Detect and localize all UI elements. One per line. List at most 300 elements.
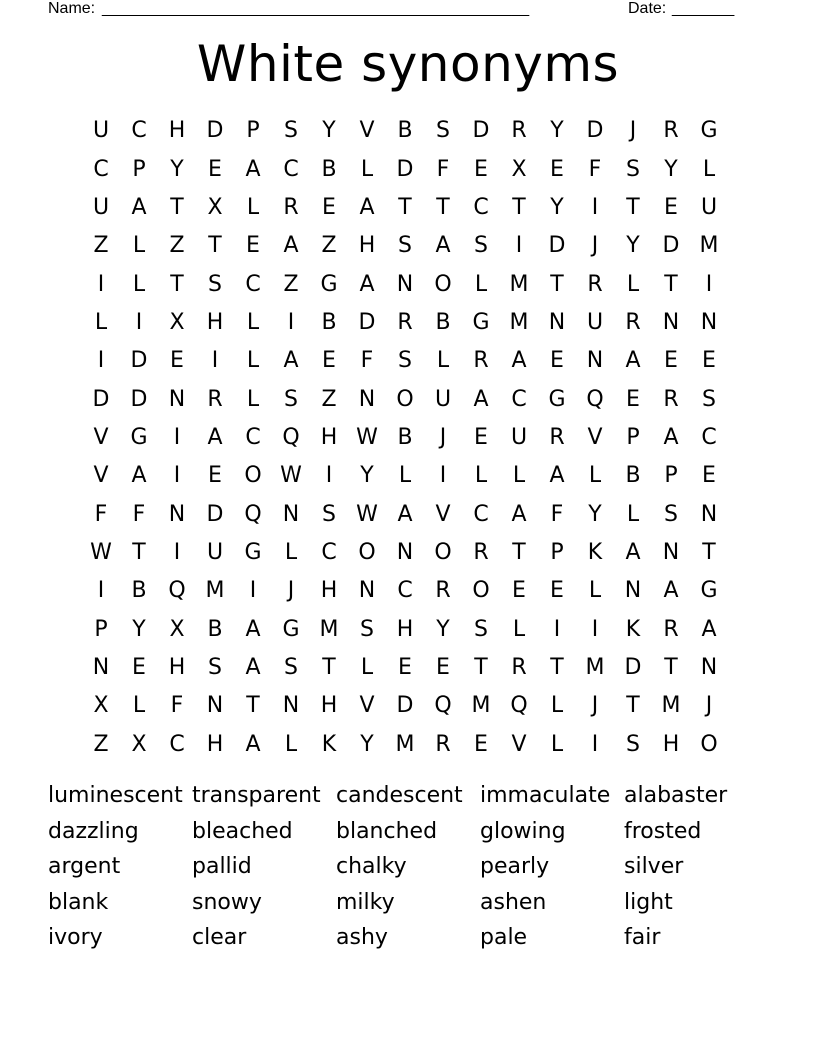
- grid-letter: U: [92, 194, 110, 220]
- grid-letter: L: [246, 309, 260, 335]
- grid-letter: E: [702, 348, 716, 374]
- page-title: White synonyms: [196, 35, 620, 93]
- grid-letter: D: [624, 654, 642, 680]
- grid-letter: D: [662, 233, 680, 259]
- word-item: clear: [192, 925, 247, 950]
- grid-letter: D: [92, 386, 110, 412]
- grid-letter: R: [435, 731, 451, 757]
- word-item: silver: [624, 854, 684, 879]
- word-bank: [48, 778, 768, 956]
- grid-letter: P: [550, 539, 564, 565]
- grid-letter: H: [396, 616, 414, 642]
- grid-letter: U: [434, 386, 452, 412]
- grid-letter: L: [246, 386, 260, 412]
- grid-letter: Z: [321, 386, 337, 412]
- grid-letter: F: [360, 348, 374, 374]
- grid-letter: E: [512, 578, 526, 604]
- grid-letter: I: [173, 539, 181, 565]
- grid-letter: R: [283, 194, 299, 220]
- grid-letter: T: [132, 539, 146, 565]
- grid-letter: N: [624, 578, 642, 604]
- grid-letter: T: [208, 233, 222, 259]
- grid-letter: A: [549, 463, 565, 489]
- grid-letter: R: [587, 271, 603, 297]
- grid-letter: A: [435, 233, 451, 259]
- grid-letter: T: [512, 194, 526, 220]
- grid-letter: P: [132, 156, 146, 182]
- grid-letter: H: [168, 118, 186, 144]
- grid-letter: T: [702, 539, 716, 565]
- grid-letter: L: [398, 463, 412, 489]
- grid-letter: V: [359, 693, 375, 719]
- grid-letter: D: [358, 309, 376, 335]
- grid-letter: E: [322, 348, 336, 374]
- grid-letter: I: [325, 463, 333, 489]
- grid-letter: H: [206, 731, 224, 757]
- grid-letter: A: [359, 271, 375, 297]
- grid-letter: Y: [664, 156, 678, 182]
- word-item: snowy: [192, 889, 262, 915]
- grid-letter: A: [283, 348, 299, 374]
- word-item: candescent: [336, 783, 463, 808]
- grid-letter: L: [132, 693, 146, 719]
- grid-letter: H: [662, 731, 680, 757]
- grid-letter: M: [205, 578, 225, 604]
- grid-letter: T: [626, 194, 640, 220]
- grid-letter: Z: [93, 731, 109, 757]
- grid-letter: L: [246, 194, 260, 220]
- grid-letter: V: [93, 424, 109, 450]
- grid-letter: A: [207, 424, 223, 450]
- grid-letter: T: [550, 654, 564, 680]
- grid-letter: M: [471, 693, 491, 719]
- grid-letter: L: [588, 578, 602, 604]
- grid-letter: X: [169, 616, 185, 642]
- grid-letter: S: [436, 118, 450, 144]
- grid-letter: C: [473, 501, 489, 527]
- grid-letter: A: [245, 731, 261, 757]
- grid-letter: X: [207, 194, 223, 220]
- grid-letter: T: [626, 693, 640, 719]
- grid-letter: R: [511, 118, 527, 144]
- grid-row: [82, 342, 728, 380]
- grid-letter: S: [398, 233, 412, 259]
- grid-row: [82, 726, 728, 764]
- word-item: argent: [48, 854, 121, 879]
- grid-letter: U: [700, 194, 718, 220]
- grid-letter: S: [474, 616, 488, 642]
- grid-letter: C: [245, 424, 261, 450]
- grid-letter: B: [131, 578, 147, 604]
- grid-letter: V: [587, 424, 603, 450]
- grid-letter: L: [512, 463, 526, 489]
- grid-letter: O: [358, 539, 376, 565]
- grid-row: [82, 610, 728, 648]
- grid-letter: N: [358, 578, 376, 604]
- word-item: ivory: [48, 925, 103, 950]
- word-item: dazzling: [48, 818, 139, 844]
- grid-letter: I: [97, 271, 105, 297]
- grid-letter: Y: [436, 616, 450, 642]
- grid-letter: D: [130, 348, 148, 374]
- grid-letter: C: [511, 386, 527, 412]
- grid-letter: U: [586, 309, 604, 335]
- grid-letter: E: [664, 348, 678, 374]
- grid-row: [82, 495, 728, 533]
- grid-letter: P: [94, 616, 108, 642]
- grid-letter: E: [398, 654, 412, 680]
- grid-letter: C: [473, 194, 489, 220]
- word-item: pallid: [192, 854, 252, 879]
- grid-letter: T: [170, 271, 184, 297]
- grid-letter: S: [284, 654, 298, 680]
- grid-letter: Z: [283, 271, 299, 297]
- grid-row: [82, 189, 728, 227]
- grid-row: [82, 572, 728, 610]
- word-item: luminescent: [48, 783, 183, 808]
- grid-letter: R: [625, 309, 641, 335]
- grid-letter: K: [625, 616, 641, 642]
- grid-letter: I: [173, 424, 181, 450]
- grid-letter: S: [208, 271, 222, 297]
- grid-letter: Q: [168, 578, 186, 604]
- grid-letter: E: [208, 156, 222, 182]
- grid-letter: R: [473, 539, 489, 565]
- grid-row: [82, 304, 728, 342]
- grid-letter: E: [474, 424, 488, 450]
- grid-letter: C: [169, 731, 185, 757]
- grid-letter: J: [287, 578, 295, 604]
- grid-letter: T: [246, 693, 260, 719]
- grid-letter: P: [664, 463, 678, 489]
- grid-letter: O: [434, 539, 452, 565]
- grid-letter: C: [93, 156, 109, 182]
- grid-letter: C: [701, 424, 717, 450]
- grid-letter: S: [360, 616, 374, 642]
- grid-letter: T: [512, 539, 526, 565]
- grid-letter: T: [664, 654, 678, 680]
- grid-letter: M: [509, 271, 529, 297]
- grid-row: [82, 687, 728, 725]
- grid-letter: E: [436, 654, 450, 680]
- grid-row: [82, 380, 728, 418]
- grid-letter: F: [94, 501, 108, 527]
- grid-letter: I: [439, 463, 447, 489]
- word-item: fair: [624, 925, 661, 950]
- grid-letter: B: [397, 118, 413, 144]
- grid-letter: L: [284, 731, 298, 757]
- grid-letter: T: [664, 271, 678, 297]
- grid-letter: M: [699, 233, 719, 259]
- grid-letter: W: [356, 424, 378, 450]
- grid-letter: A: [131, 463, 147, 489]
- grid-letter: R: [207, 386, 223, 412]
- word-item: light: [624, 889, 673, 915]
- word-item: chalky: [336, 854, 407, 879]
- grid-letter: R: [663, 386, 679, 412]
- grid-letter: D: [586, 118, 604, 144]
- grid-letter: E: [664, 194, 678, 220]
- grid-letter: L: [702, 156, 716, 182]
- word-item: milky: [336, 889, 395, 915]
- grid-letter: A: [283, 233, 299, 259]
- grid-letter: X: [169, 309, 185, 335]
- grid-letter: Q: [586, 386, 604, 412]
- grid-letter: H: [320, 424, 338, 450]
- grid-letter: M: [585, 654, 605, 680]
- grid-letter: I: [287, 309, 295, 335]
- grid-letter: H: [320, 578, 338, 604]
- grid-letter: G: [700, 578, 718, 604]
- grid-letter: S: [398, 348, 412, 374]
- grid-letter: T: [398, 194, 412, 220]
- grid-letter: G: [700, 118, 718, 144]
- grid-letter: N: [700, 501, 718, 527]
- grid-letter: A: [625, 348, 641, 374]
- grid-letter: A: [359, 194, 375, 220]
- grid-letter: D: [206, 118, 224, 144]
- grid-letter: M: [661, 693, 681, 719]
- grid-letter: L: [94, 309, 108, 335]
- grid-letter: Y: [360, 731, 374, 757]
- grid-letter: N: [662, 539, 680, 565]
- grid-letter: F: [550, 501, 564, 527]
- grid-letter: L: [132, 271, 146, 297]
- grid-letter: L: [246, 348, 260, 374]
- grid-letter: L: [474, 271, 488, 297]
- grid-letter: I: [97, 348, 105, 374]
- grid-letter: I: [173, 463, 181, 489]
- word-item: pale: [480, 925, 528, 950]
- grid-letter: T: [322, 654, 336, 680]
- grid-letter: N: [282, 501, 300, 527]
- grid-letter: A: [245, 654, 261, 680]
- grid-letter: E: [170, 348, 184, 374]
- grid-row: [82, 112, 728, 150]
- word-item: transparent: [192, 783, 321, 808]
- grid-letter: E: [132, 654, 146, 680]
- grid-letter: Y: [322, 118, 336, 144]
- grid-letter: Y: [626, 233, 640, 259]
- grid-letter: L: [550, 731, 564, 757]
- grid-letter: S: [702, 386, 716, 412]
- grid-letter: N: [700, 309, 718, 335]
- grid-letter: D: [130, 386, 148, 412]
- grid-letter: E: [474, 731, 488, 757]
- grid-letter: L: [550, 693, 564, 719]
- grid-letter: I: [591, 194, 599, 220]
- header: [48, 0, 748, 18]
- grid-letter: E: [550, 156, 564, 182]
- grid-letter: N: [168, 501, 186, 527]
- name-label: Name:: [48, 0, 96, 17]
- grid-letter: U: [206, 539, 224, 565]
- grid-letter: E: [246, 233, 260, 259]
- grid-letter: U: [92, 118, 110, 144]
- grid-letter: B: [397, 424, 413, 450]
- grid-letter: S: [474, 233, 488, 259]
- grid-letter: A: [245, 616, 261, 642]
- grid-letter: A: [397, 501, 413, 527]
- grid-letter: S: [284, 118, 298, 144]
- grid-letter: E: [550, 578, 564, 604]
- grid-letter: N: [206, 693, 224, 719]
- grid-letter: H: [358, 233, 376, 259]
- grid-letter: N: [92, 654, 110, 680]
- grid-letter: X: [131, 731, 147, 757]
- grid-letter: R: [549, 424, 565, 450]
- grid-letter: G: [244, 539, 262, 565]
- grid-letter: R: [663, 616, 679, 642]
- grid-letter: F: [588, 156, 602, 182]
- grid-letter: M: [395, 731, 415, 757]
- grid-letter: D: [548, 233, 566, 259]
- grid-row: [82, 227, 728, 265]
- grid-letter: B: [321, 309, 337, 335]
- grid-letter: R: [663, 118, 679, 144]
- grid-letter: Q: [434, 693, 452, 719]
- grid-letter: N: [662, 309, 680, 335]
- grid-letter: L: [132, 233, 146, 259]
- grid-letter: H: [320, 693, 338, 719]
- grid-letter: B: [321, 156, 337, 182]
- grid-letter: W: [356, 501, 378, 527]
- grid-letter: G: [472, 309, 490, 335]
- grid-letter: L: [626, 271, 640, 297]
- grid-letter: G: [130, 424, 148, 450]
- grid-letter: C: [321, 539, 337, 565]
- letter-grid: [82, 112, 728, 764]
- grid-letter: O: [472, 578, 490, 604]
- date-label: Date:: [628, 0, 667, 17]
- grid-letter: O: [434, 271, 452, 297]
- grid-letter: S: [284, 386, 298, 412]
- grid-letter: Q: [282, 424, 300, 450]
- grid-letter: I: [591, 731, 599, 757]
- grid-letter: I: [553, 616, 561, 642]
- grid-letter: D: [206, 501, 224, 527]
- grid-letter: Q: [510, 693, 528, 719]
- grid-letter: I: [97, 578, 105, 604]
- word-item: pearly: [480, 854, 550, 879]
- grid-letter: Z: [321, 233, 337, 259]
- grid-letter: R: [511, 654, 527, 680]
- grid-letter: Y: [360, 463, 374, 489]
- grid-letter: B: [625, 463, 641, 489]
- grid-letter: L: [436, 348, 450, 374]
- grid-letter: Y: [588, 501, 602, 527]
- grid-letter: O: [396, 386, 414, 412]
- grid-letter: T: [170, 194, 184, 220]
- grid-letter: S: [208, 654, 222, 680]
- grid-letter: V: [93, 463, 109, 489]
- grid-letter: N: [396, 539, 414, 565]
- grid-letter: T: [550, 271, 564, 297]
- grid-letter: P: [626, 424, 640, 450]
- grid-letter: N: [548, 309, 566, 335]
- grid-letter: N: [358, 386, 376, 412]
- grid-letter: R: [473, 348, 489, 374]
- grid-letter: G: [282, 616, 300, 642]
- grid-letter: K: [321, 731, 337, 757]
- word-item: frosted: [624, 818, 702, 844]
- grid-letter: C: [397, 578, 413, 604]
- grid-letter: L: [512, 616, 526, 642]
- grid-letter: F: [170, 693, 184, 719]
- grid-letter: P: [246, 118, 260, 144]
- grid-letter: I: [591, 616, 599, 642]
- grid-letter: N: [168, 386, 186, 412]
- grid-letter: M: [319, 616, 339, 642]
- grid-letter: W: [90, 539, 112, 565]
- grid-letter: L: [360, 654, 374, 680]
- grid-letter: R: [435, 578, 451, 604]
- grid-letter: E: [550, 348, 564, 374]
- grid-letter: V: [511, 731, 527, 757]
- grid-letter: F: [132, 501, 146, 527]
- grid-letter: G: [320, 271, 338, 297]
- grid-letter: I: [135, 309, 143, 335]
- word-item: ashy: [336, 925, 388, 950]
- grid-letter: A: [511, 501, 527, 527]
- grid-letter: A: [625, 539, 641, 565]
- grid-letter: I: [515, 233, 523, 259]
- grid-letter: S: [626, 156, 640, 182]
- grid-letter: I: [705, 271, 713, 297]
- name-blank-line: ________________________________________________: [102, 0, 530, 17]
- grid-letter: A: [511, 348, 527, 374]
- grid-letter: V: [359, 118, 375, 144]
- grid-letter: Z: [169, 233, 185, 259]
- grid-letter: X: [93, 693, 109, 719]
- grid-letter: J: [439, 424, 447, 450]
- grid-letter: A: [245, 156, 261, 182]
- grid-letter: E: [626, 386, 640, 412]
- grid-row: [82, 419, 728, 457]
- grid-letter: C: [283, 156, 299, 182]
- grid-letter: N: [282, 693, 300, 719]
- grid-letter: Z: [93, 233, 109, 259]
- word-item: glowing: [480, 818, 566, 844]
- grid-letter: E: [322, 194, 336, 220]
- grid-letter: F: [436, 156, 450, 182]
- grid-letter: J: [705, 693, 713, 719]
- word-item: immaculate: [480, 783, 611, 808]
- grid-letter: N: [586, 348, 604, 374]
- grid-letter: R: [397, 309, 413, 335]
- grid-letter: J: [591, 233, 599, 259]
- grid-letter: Y: [132, 616, 146, 642]
- grid-letter: C: [131, 118, 147, 144]
- word-item: blank: [48, 889, 109, 915]
- grid-letter: D: [472, 118, 490, 144]
- grid-letter: L: [588, 463, 602, 489]
- word-item: bleached: [192, 818, 293, 844]
- grid-letter: C: [245, 271, 261, 297]
- grid-letter: T: [436, 194, 450, 220]
- grid-letter: X: [511, 156, 527, 182]
- grid-letter: A: [131, 194, 147, 220]
- grid-letter: T: [474, 654, 488, 680]
- word-item: ashen: [480, 889, 547, 915]
- grid-row: [82, 649, 728, 687]
- date-blank-line: _______: [672, 0, 735, 17]
- grid-letter: L: [474, 463, 488, 489]
- grid-letter: O: [700, 731, 718, 757]
- grid-letter: B: [207, 616, 223, 642]
- grid-letter: L: [360, 156, 374, 182]
- grid-letter: Y: [550, 118, 564, 144]
